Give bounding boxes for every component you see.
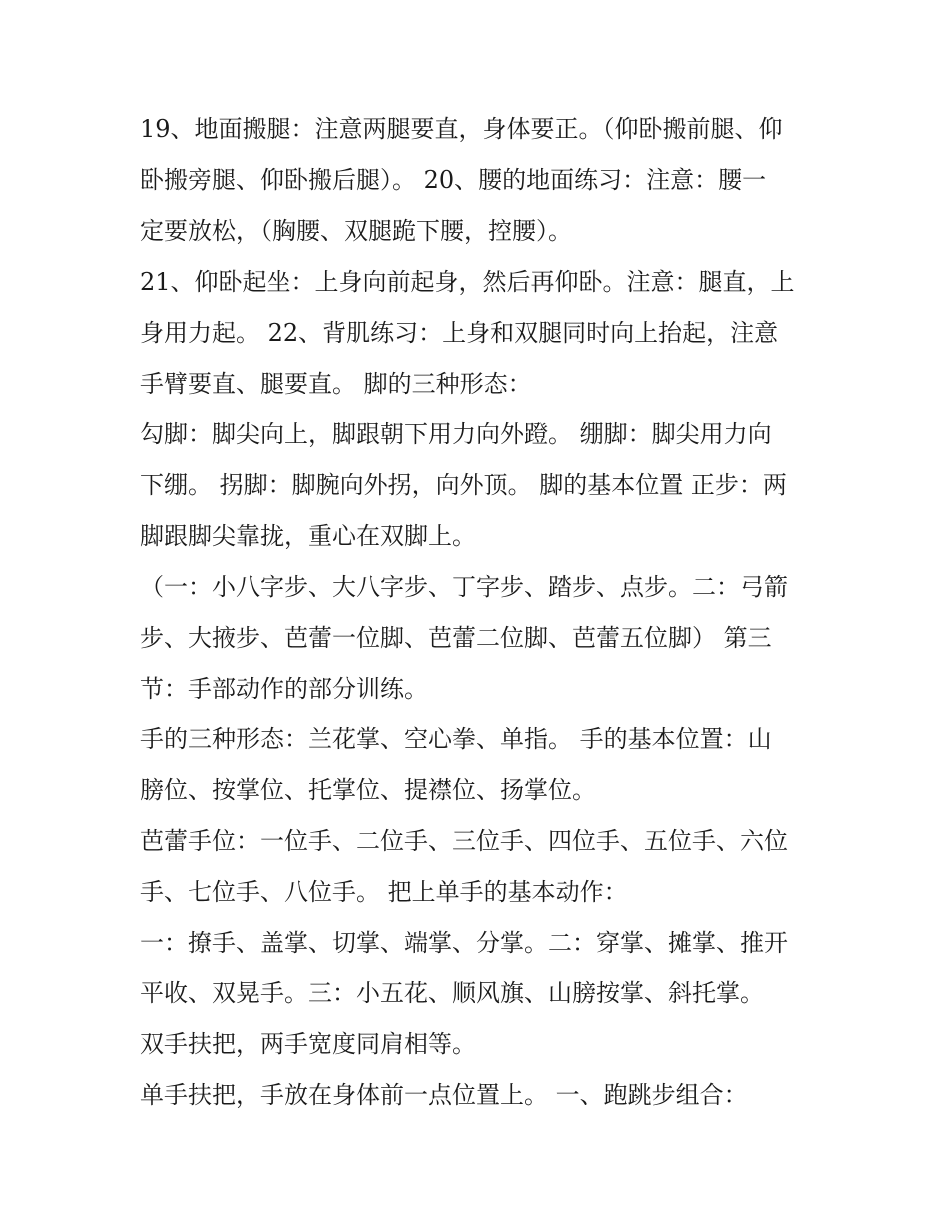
text-line: 双手扶把，两手宽度同肩相等。 xyxy=(140,1030,476,1058)
text-line: 单手扶把，手放在身体前一点位置上。 一、跑跳步组合： xyxy=(140,1081,748,1109)
text-line: 身用力起。 22、背肌练习：上身和双腿同时向上抬起，注意 xyxy=(140,319,779,347)
text-line: 手臂要直、腿要直。 脚的三种形态： xyxy=(140,370,532,398)
text-line: 手、七位手、八位手。 把上单手的基本动作： xyxy=(140,878,628,906)
text-line: 一：撩手、盖掌、切掌、端掌、分掌。二：穿掌、摊掌、推开 xyxy=(140,929,788,957)
text-line: 定要放松，（胸腰、双腿跪下腰，控腰）。 xyxy=(140,217,572,245)
text-line: 步、大掖步、芭蕾一位脚、芭蕾二位脚、芭蕾五位脚） 第三 xyxy=(140,624,772,652)
text-line: 芭蕾手位：一位手、二位手、三位手、四位手、五位手、六位 xyxy=(140,827,788,855)
text-line: 手的三种形态：兰花掌、空心拳、单指。 手的基本位置：山 xyxy=(140,725,772,753)
text-line: 下绷。 拐脚：脚腕向外拐，向外顶。 脚的基本位置 正步：两 xyxy=(140,471,787,499)
text-line: 勾脚：脚尖向上，脚跟朝下用力向外蹬。 绷脚：脚尖用力向 xyxy=(140,420,772,448)
text-line: （一：小八字步、大八字步、丁字步、踏步、点步。二：弓箭 xyxy=(140,573,788,601)
text-line: 平收、双晃手。三：小五花、顺风旗、山膀按掌、斜托掌。 xyxy=(140,979,764,1007)
text-line: 节：手部动作的部分训练。 xyxy=(140,675,428,703)
text-line: 19、地面搬腿：注意两腿要直，身体要正。（仰卧搬前腿、仰 xyxy=(140,115,783,143)
text-line: 卧搬旁腿、仰卧搬后腿）。 20、腰的地面练习：注意：腰一 xyxy=(140,166,767,194)
text-line: 膀位、按掌位、托掌位、提襟位、扬掌位。 xyxy=(140,776,596,804)
text-line: 21、仰卧起坐：上身向前起身，然后再仰卧。注意：腿直，上 xyxy=(140,268,795,296)
text-line: 脚跟脚尖靠拢，重心在双脚上。 xyxy=(140,522,476,550)
